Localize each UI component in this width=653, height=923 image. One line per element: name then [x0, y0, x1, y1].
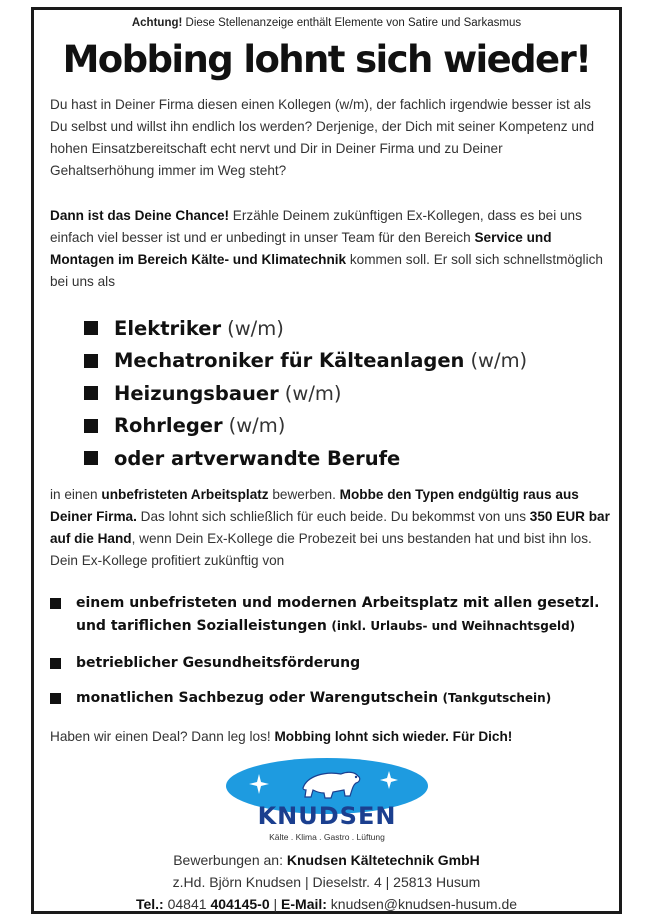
benefit-text: betrieblicher Gesundheitsförderung: [76, 655, 361, 671]
logo-tagline: Kälte . Klima . Gastro . Lüftung: [269, 832, 385, 842]
notice-label: Achtung!: [131, 17, 183, 29]
satire-notice: [34, 17, 619, 29]
job-list: [84, 312, 527, 475]
job-title: Heizungsbauer: [114, 381, 279, 405]
tel-number[interactable]: 404145-0: [210, 896, 270, 912]
job-gender-suffix: (w/m): [228, 414, 286, 438]
apply-text-4: , wenn Dein Ex-Kollege die Probezeit bei uns bestanden hat und bist ihn los. Dein Ex-Kollege profitiert zukünftig von: [50, 531, 592, 568]
job-title: Rohrleger: [114, 414, 223, 438]
contact-prefix: Bewerbungen an:: [173, 852, 287, 868]
job-item: [84, 377, 527, 410]
chance-text-1: Erzähle Deinem zukünftigen Ex-Kollegen, dass es bei uns einfach viel besser ist und er unbedingt in unser Team für den Bereich: [50, 208, 582, 245]
contact-line-1: [34, 852, 619, 868]
benefit-text: einem unbefristeten und modernen Arbeitsplatz mit allen gesetzl. und tariflichen Sozialleistungen: [76, 595, 600, 634]
notice-text: Diese Stellenanzeige enthält Elemente von Satire und Sarkasmus: [182, 17, 522, 29]
ad-frame: [31, 7, 622, 914]
tel-label: Tel.:: [135, 896, 164, 912]
service-area: Service und Montagen im Bereich Kälte- und Klimatechnik: [50, 230, 552, 267]
square-bullet-icon: [50, 693, 61, 704]
job-item: [84, 345, 527, 378]
job-item: [84, 410, 527, 443]
closing-text: Haben wir einen Deal? Dann leg los!: [50, 729, 275, 744]
chance-paragraph: [50, 205, 610, 293]
job-title: Mechatroniker für Kälteanlagen: [114, 349, 465, 373]
job-item: [84, 442, 527, 475]
headline: Mobbing lohnt sich wieder!: [62, 38, 591, 81]
chance-lead: Dann ist das Deine Chance!: [50, 208, 230, 223]
mobbing-call: Mobbe den Typen endgültig raus aus Deiner Firma.: [50, 487, 579, 524]
contact-line-3: [34, 896, 619, 912]
chance-text-2: kommen soll. Er soll sich schnellstmöglich bei uns als: [50, 252, 603, 289]
closing-slogan: Mobbing lohnt sich wieder. Für Dich!: [274, 729, 513, 744]
email-label: E-Mail:: [281, 896, 327, 912]
square-bullet-icon: [50, 598, 61, 609]
job-title: Elektriker: [114, 316, 222, 340]
square-bullet-icon: [84, 419, 98, 433]
intro-paragraph: Du hast in Deiner Firma diesen einen Kollegen (w/m), der fachlich irgendwie besser ist als Du selbst und willst ihn endlich los werden? Derjenige, der Dich mit seiner Kompetenz und hohen Einsatzbereitschaft echt nervt und Dir in Deiner Firma und zu Deiner Gehaltserhöhung immer im Weg steht?: [50, 97, 595, 178]
job-gender-suffix: (w/m): [284, 381, 342, 405]
apply-text-2: bewerben.: [268, 487, 340, 502]
benefit-note: (inkl. Urlaubs- und Weihnachtsgeld): [331, 619, 576, 633]
tel-area: 04841: [163, 896, 211, 912]
knudsen-logo: [225, 752, 435, 847]
job-gender-suffix: (w/m): [227, 316, 284, 340]
apply-text-1: in einen: [50, 487, 102, 502]
benefit-item: [50, 652, 615, 675]
square-bullet-icon: [84, 386, 98, 400]
square-bullet-icon: [50, 658, 61, 669]
logo-wordmark: KNUDSEN: [257, 802, 397, 830]
job-gender-suffix: (w/m): [470, 349, 528, 373]
benefit-item: [50, 592, 615, 638]
benefit-item: [50, 687, 615, 710]
bonus-amount: 350 EUR bar auf die Hand: [50, 509, 610, 546]
benefit-note: (Tankgutschein): [442, 691, 552, 705]
contact-address: z.Hd. Björn Knudsen | Dieselstr. 4 | 25813 Husum: [172, 874, 481, 890]
contact-separator: |: [269, 896, 282, 912]
benefit-list: [50, 592, 615, 710]
benefit-text: monatlichen Sachbezug oder Warengutschein: [76, 690, 439, 706]
email-address[interactable]: knudsen@knudsen-husum.de: [326, 896, 518, 912]
apply-paragraph: [50, 484, 610, 572]
square-bullet-icon: [84, 321, 98, 335]
job-title: oder artverwandte Berufe: [114, 446, 401, 470]
square-bullet-icon: [84, 451, 98, 465]
apply-text-3: Das lohnt sich schließlich für euch beide. Du bekommst von uns: [136, 509, 530, 524]
company-name: Knudsen Kältetechnik GmbH: [286, 852, 480, 868]
job-item: [84, 312, 527, 345]
permanent-position: unbefristeten Arbeitsplatz: [101, 487, 269, 502]
closing-line: [50, 729, 610, 744]
square-bullet-icon: [84, 354, 98, 368]
